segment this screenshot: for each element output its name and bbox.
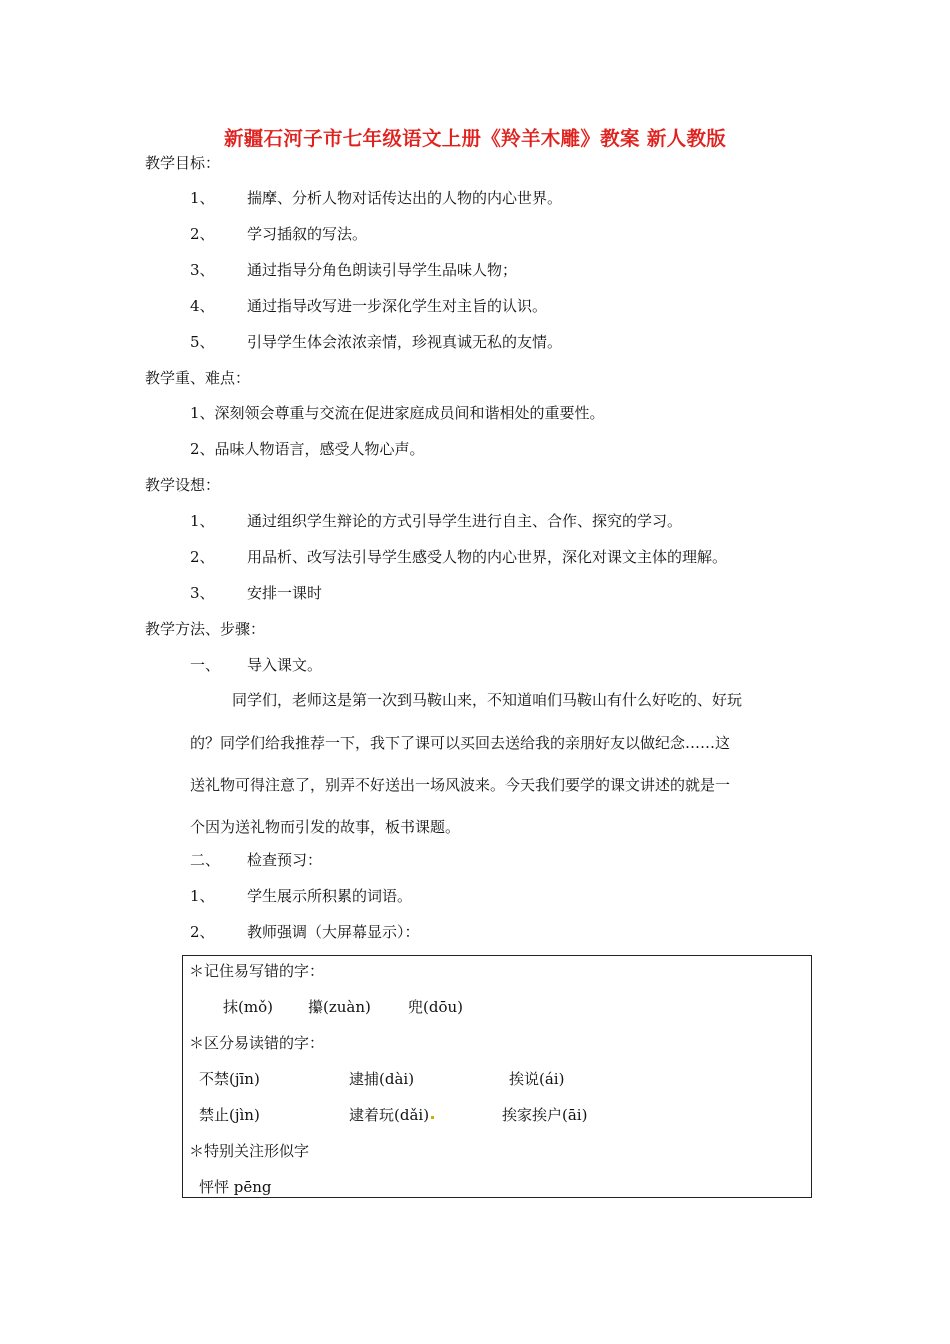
paragraph-line: 同学们，老师这是第一次到马鞍山来，不知道咱们马鞍山有什么好吃的、好玩 (232, 691, 743, 709)
document-title: 新疆石河子市七年级语文上册《羚羊木雕》教案 新人教版 (223, 127, 727, 150)
design-text: 通过组织学生辩论的方式引导学生进行自主、合作、探究的学习。 (247, 512, 683, 530)
vocab-word: 怦怦 pēng (199, 1178, 272, 1196)
sub-step-number: 1、 (190, 887, 215, 905)
vocab-word-text: 逮着玩(dǎi) (349, 1106, 430, 1124)
paragraph-line: 个因为送礼物而引发的故事，板书课题。 (190, 818, 461, 836)
vocab-word (349, 1105, 434, 1125)
design-number: 3、 (190, 584, 215, 602)
vocab-word: 抹(mǒ) (223, 998, 273, 1016)
goal-text: 通过指导改写进一步深化学生对主旨的认识。 (247, 297, 548, 315)
sub-step-text: 教师强调（大屏幕显示）： (247, 923, 420, 941)
goal-number: 3、 (190, 261, 215, 279)
vocabulary-box (182, 955, 812, 1198)
step-text: 检查预习： (247, 851, 323, 869)
vocab-word: 兜(dōu) (408, 998, 463, 1016)
vocab-word: 逮捕(dài) (349, 1070, 415, 1088)
key-points-heading: 教学重、难点： (145, 369, 251, 387)
vocab-word: 不禁(jīn) (199, 1070, 260, 1088)
step-text: 导入课文。 (247, 656, 323, 674)
step-number: 一、 (190, 656, 221, 674)
key-point-item: 1、深刻领会尊重与交流在促进家庭成员间和谐相处的重要性。 (190, 404, 605, 422)
design-text: 安排一课时 (247, 584, 323, 602)
design-heading: 教学设想： (145, 476, 221, 494)
key-point-item: 2、品味人物语言，感受人物心声。 (190, 440, 425, 458)
paragraph-line: 送礼物可得注意了，别弄不好送出一场风波来。今天我们要学的课文讲述的就是一 (190, 776, 731, 794)
goals-heading: 教学目标： (145, 154, 221, 172)
goal-number: 4、 (190, 297, 215, 315)
goal-number: 1、 (190, 189, 215, 207)
paragraph-line: 的？同学们给我推荐一下，我下了课可以买回去送给我的亲朋好友以做纪念……这 (190, 734, 731, 752)
step-number: 二、 (190, 851, 221, 869)
design-number: 1、 (190, 512, 215, 530)
vocab-word: 禁止(jìn) (199, 1106, 260, 1124)
goal-number: 5、 (190, 333, 215, 351)
goal-number: 2、 (190, 225, 215, 243)
box-heading-misread: ＊区分易读错的字： (189, 1034, 325, 1052)
design-text: 用品析、改写法引导学生感受人物的内心世界，深化对课文主体的理解。 (247, 548, 728, 566)
goal-text: 通过指导分角色朗读引导学生品味人物； (247, 261, 518, 279)
goal-text: 学习插叙的写法。 (247, 225, 368, 243)
vocab-word: 挨家挨户(āi) (502, 1106, 588, 1124)
vocab-word: 挨说(ái) (509, 1070, 565, 1088)
method-heading: 教学方法、步骤： (145, 620, 266, 638)
box-heading-similar: ＊特别关注形似字 (189, 1142, 310, 1160)
sub-step-text: 学生展示所积累的词语。 (247, 887, 413, 905)
goal-text: 引导学生体会浓浓亲情，珍视真诚无私的友情。 (247, 333, 563, 351)
box-heading-miswritten: ＊记住易写错的字： (189, 962, 325, 980)
vocab-word: 攥(zuàn) (308, 998, 371, 1016)
goal-text: 揣摩、分析人物对话传达出的人物的内心世界。 (247, 189, 563, 207)
highlight-dot (431, 1116, 434, 1119)
sub-step-number: 2、 (190, 923, 215, 941)
design-number: 2、 (190, 548, 215, 566)
